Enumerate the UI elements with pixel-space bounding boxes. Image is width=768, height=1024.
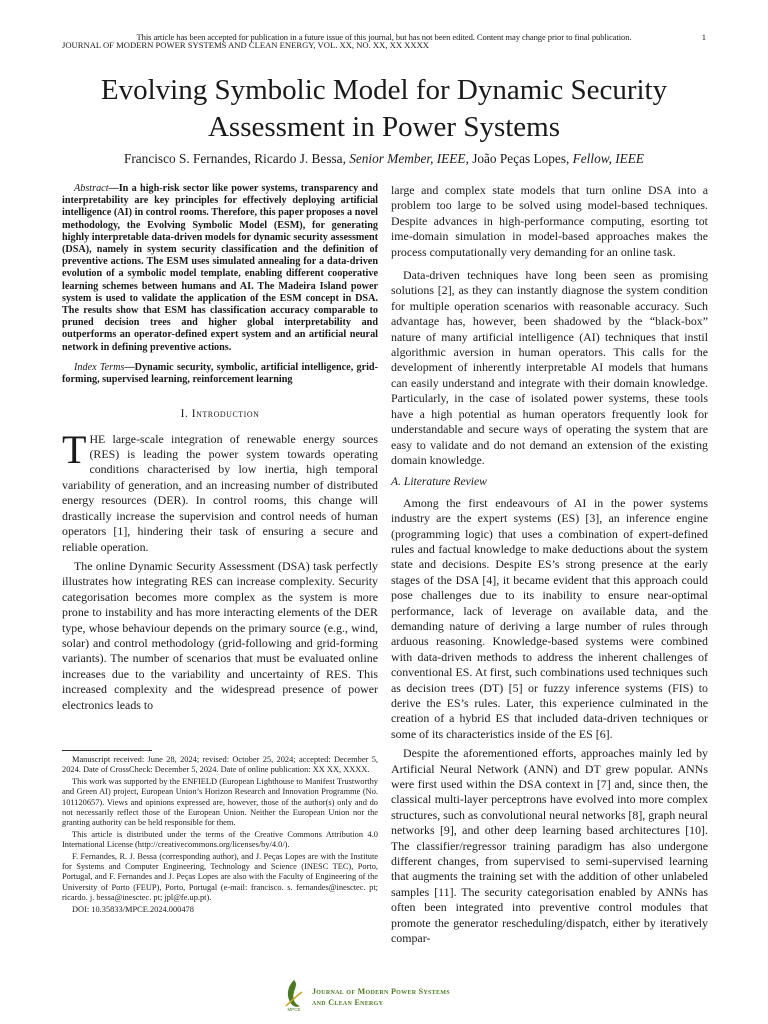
- intro-paragraph-3: Data-driven techniques have long been seen as promising solutions [2], as they can instantly diagnose the system condition for multiple operation scenarios with reasonable accuracy. Such advantage has, however, been shadowed by the “black-box” nature of many artificial intelligence (AI) techniques that instil algorithmic aversion in human operators. This calls for the development of inherently interpretable AI models that humans can easily understand and integrate with their domain knowledge. Particularly, in the case of isolated power systems, these tools have a high potential as human operators frequently look for understandable and secure ways of operating the system that are easy to validate and do not demand an extension of the existing domain knowledge.: [391, 268, 708, 467]
- journal-header: JOURNAL OF MODERN POWER SYSTEMS AND CLEAN ENERGY, VOL. XX, NO. XX, XX XXXX: [62, 40, 429, 50]
- index-terms: [62, 362, 378, 386]
- literature-paragraph-2: Despite the aforementioned efforts, approaches mainly led by Artificial Neural Network (ANN) and DT grew popular. ANNs were first used within the DSA context in [7] and, since then, the classical multi-layer perceptrons have evolved into more complex structures, such as convolutional neural networks [8], graph neural networks [9], and other deep learning based architectures [10]. The classifier/regressor training paradigm has also undergone different changes, from supervised to semi-supervised learning that augments the training set with the addition of other unlabeled samples [11]. The security categorisation enabled by ANNs has often been integrated into preventive control modules that promote the generator rescheduling/dispatch, either by iteratively compar-: [391, 746, 708, 946]
- footnotes: [62, 755, 378, 916]
- footnote-divider: [62, 750, 152, 751]
- literature-paragraph-1: Among the first endeavours of AI in the power systems industry are the expert systems (ES) [3], an inference engine (programming logic) that uses a combination of expert-defined rules and factual knowledge to make deductions about the system state and decisions. Despite ES’s strong presence at the early stages of the DSA [4], it became evident that this approach could pose challenges due to its inability to ensure near-optimal performance, lack of leverage on available data, and the demanding nature of deriving a large number of rules through arduous reasoning. Knowledge-based systems were combined with data-driven methods to address the inherent challenges of conventional ES. At first, such combinations used techniques such as decision trees (DT) [5] or fuzzy inference systems (FIS) to derive the ES’s rules. Later, this experience culminated in the creation of a hybrid ES that included data-driven techniques or some of its characteristics inside of the ES [6].: [391, 495, 708, 741]
- logo-mark-text: MPCE: [287, 1007, 301, 1012]
- right-column: [391, 183, 708, 947]
- journal-emblem-icon: [280, 978, 308, 1012]
- publication-notice: This article has been accepted for publication in a future issue of this journal, but has not been edited. Content may change prior to final publication.: [136, 32, 632, 42]
- journal-logo-text: [312, 986, 450, 1008]
- drop-cap: T: [62, 426, 87, 472]
- intro-paragraph-1-text: HE large-scale integration of renewable energy sources (RES) is leading the power system towards operating conditions characterised by low inertia, high temporal variability of generation, and an increasing number of distributed energy resources (DER). In control rooms, this change will drastically increase the supervision and control needs of human operators [1], hindering their task of ensuring a secure and reliable operation.: [62, 431, 378, 554]
- intro-paragraph-2-continued: large and complex state models that turn online DSA into a problem too large to be solved using model-based techniques. Despite advances in high-performance computing, esorting tot ime-domain simulation in model-based approaches makes the process computationally very demanding for an online task.: [391, 183, 708, 259]
- logo-line-2: and Clean Energy: [312, 998, 384, 1007]
- left-column: [62, 183, 378, 713]
- page-number: 1: [701, 32, 706, 42]
- section-title: Introduction: [191, 407, 260, 421]
- author-role-2: Fellow, IEEE: [572, 151, 645, 166]
- index-terms-label: Index Terms: [74, 361, 125, 373]
- index-terms-text: —Dynamic security, symbolic, artificial intelligence, grid-forming, supervised learning, reinforcement learning: [62, 361, 378, 386]
- author-list: [20, 151, 748, 167]
- authors-part1: Francisco S. Fernandes, Ricardo J. Bessa,: [123, 151, 350, 166]
- author-role-1: Senior Member, IEEE: [349, 151, 466, 166]
- intro-paragraph-1: [62, 426, 378, 555]
- logo-line-1: Journal of Modern Power Systems: [312, 987, 450, 996]
- journal-logo: [280, 978, 500, 1014]
- footnote-license: This article is distributed under the terms of the Creative Commons Attribution 4.0 International License (http://creativecommons.org/licenses/by/4.0/).: [62, 829, 378, 850]
- subsection-heading-literature-review: A. Literature Review: [391, 475, 487, 489]
- footnote-affiliations: F. Fernandes, R. J. Bessa (corresponding author), and J. Peças Lopes are with the Institute for Systems and Computer Engineering, Technology and Science (INESC TEC), Porto, Portugal, and F. Fernandes and J. Peças Lopes are also with the Faculty of Engineering of the University of Porto (FEUP), Porto, Portugal (e-mail: francisco. s. fernandes@inesctec. pt; ricardo. j. bessa@inesctec. pt; jpl@fe.up.pt).: [62, 851, 378, 903]
- abstract: [62, 183, 378, 354]
- abstract-label: Abstract: [74, 183, 109, 194]
- abstract-text: —In a high-risk sector like power systems, transparency and interpretability are key principles for effectively deploying artificial intelligence (AI) in control rooms. Therefore, this paper proposes a novel methodology, the Evolving Symbolic Model (ESM), for generating highly interpretable data-driven models for dynamic security assessment (DSA), namely in system security classification and the definition of preventive actions. The ESM uses simulated annealing for a data-driven evolution of a symbolic model template, enabling different cooperative learning schemes between humans and AI. The Madeira Island power system is used to validate the application of the ESM concept in DSA. The results show that ESM has classification accuracy comparable to pruned decision trees and higher global interpretability and outperforms an operator-defined expert system and an artificial neural network in defining preventive actions.: [62, 183, 378, 353]
- paper-title: Evolving Symbolic Model for Dynamic Security Assessment in Power Systems: [100, 74, 668, 143]
- footnote-doi: DOI: 10.35833/MPCE.2024.000478: [72, 904, 194, 914]
- authors-part2: , João Peças Lopes,: [465, 151, 573, 166]
- section-heading-introduction: [62, 406, 378, 421]
- footnote-manuscript-dates: Manuscript received: June 28, 2024; revised: October 25, 2024; accepted: December 5, 2024. Date of CrossCheck: December 5, 2024. Date of online publication: XX XX, XXXX.: [62, 755, 378, 775]
- intro-paragraph-2: The online Dynamic Security Assessment (DSA) task perfectly illustrates how integrating RES can increase complexity. Security categorisation becomes more complex as the system is more prone to instability and has more interacting elements of the DER type, whose behaviour depends on the primary source (e.g., wind, solar) and control methodology (grid-following and grid-forming variants). The number of scenarios that must be evaluated online increases due to the variability and uncertainty of RES. This increased complexity and the widespread presence of power electronics leads to: [62, 558, 378, 712]
- section-number: I.: [180, 407, 192, 421]
- footnote-funding: This work was supported by the ENFIELD (European Lighthouse to Manifest Trustworthy and Green AI) project, European Union’s Horizon Research and Innovation Programme (No. 101120657). Views and opinions expressed are, however, those of the author(s) only and do not necessarily reflect those of the European Union. Neither the European Union nor the granting authority can be held responsible for them.: [62, 776, 378, 828]
